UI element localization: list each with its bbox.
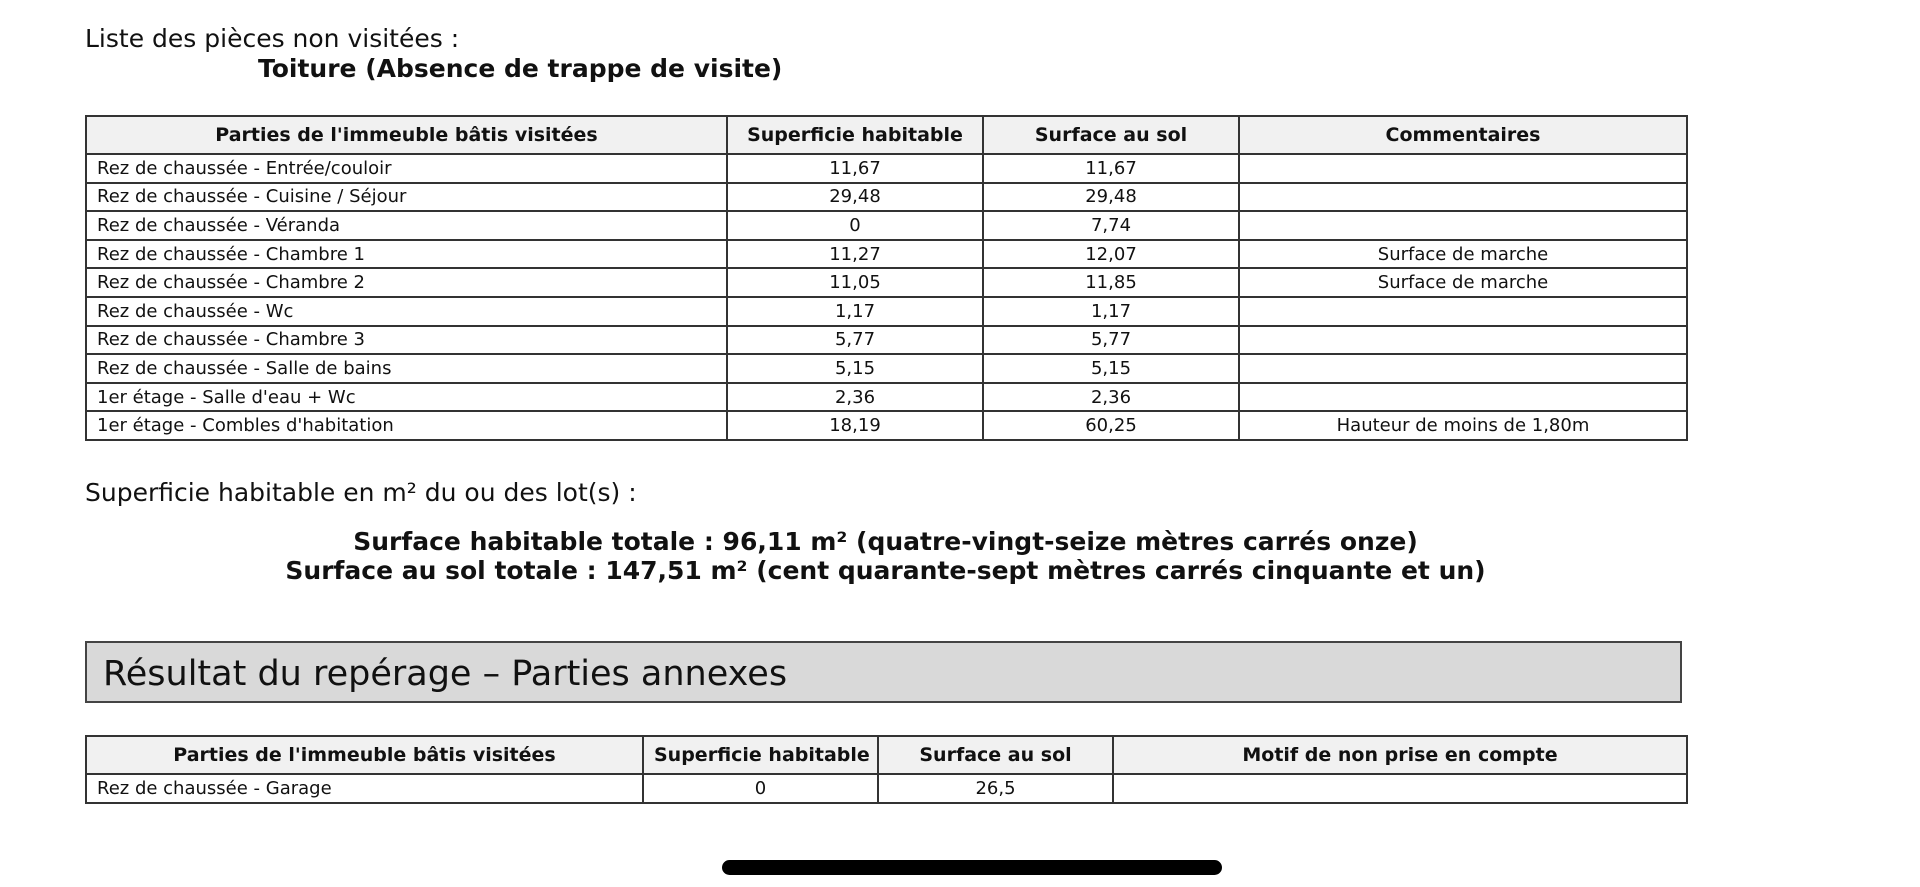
column-header-reason: Motif de non prise en compte — [1113, 736, 1687, 774]
cell-sol: 12,07 — [983, 240, 1239, 269]
column-header-sol: Surface au sol — [983, 116, 1239, 154]
cell-comment — [1239, 354, 1687, 383]
cell-sol: 2,36 — [983, 383, 1239, 412]
cell-part: Rez de chaussée - Cuisine / Séjour — [86, 183, 727, 212]
cell-part: Rez de chaussée - Chambre 3 — [86, 326, 727, 355]
cell-comment — [1239, 326, 1687, 355]
cell-part: Rez de chaussée - Garage — [86, 774, 643, 803]
cell-part: Rez de chaussée - Chambre 2 — [86, 268, 727, 297]
table-header-row — [86, 116, 1687, 154]
cell-sol: 60,25 — [983, 411, 1239, 440]
cell-habitable: 29,48 — [727, 183, 983, 212]
cell-part: 1er étage - Salle d'eau + Wc — [86, 383, 727, 412]
column-header-habitable: Superficie habitable — [643, 736, 878, 774]
annexes-table — [85, 735, 1688, 804]
cell-habitable: 2,36 — [727, 383, 983, 412]
cell-habitable: 0 — [727, 211, 983, 240]
cell-part: Rez de chaussée - Entrée/couloir — [86, 154, 727, 183]
cell-comment: Surface de marche — [1239, 268, 1687, 297]
cell-part: Rez de chaussée - Salle de bains — [86, 354, 727, 383]
column-header-comments: Commentaires — [1239, 116, 1687, 154]
table-row — [86, 297, 1687, 326]
cell-habitable: 0 — [643, 774, 878, 803]
cell-part: Rez de chaussée - Véranda — [86, 211, 727, 240]
unvisited-rooms-label: Liste des pièces non visitées : — [85, 24, 460, 53]
cell-habitable: 5,15 — [727, 354, 983, 383]
table-row — [86, 383, 1687, 412]
cell-sol: 5,15 — [983, 354, 1239, 383]
table-row — [86, 268, 1687, 297]
table-header-row — [86, 736, 1687, 774]
table-row — [86, 183, 1687, 212]
cell-part: 1er étage - Combles d'habitation — [86, 411, 727, 440]
cell-habitable: 11,27 — [727, 240, 983, 269]
cell-sol: 11,67 — [983, 154, 1239, 183]
annexes-section-title: Résultat du repérage – Parties annexes — [85, 641, 1682, 703]
cell-sol: 29,48 — [983, 183, 1239, 212]
cell-comment — [1239, 383, 1687, 412]
cell-sol: 7,74 — [983, 211, 1239, 240]
column-header-parts: Parties de l'immeuble bâtis visitées — [86, 116, 727, 154]
cell-comment — [1239, 154, 1687, 183]
cell-comment: Hauteur de moins de 1,80m — [1239, 411, 1687, 440]
cell-part: Rez de chaussée - Wc — [86, 297, 727, 326]
cell-comment — [1239, 297, 1687, 326]
table-row — [86, 154, 1687, 183]
cell-comment — [1239, 183, 1687, 212]
cell-part: Rez de chaussée - Chambre 1 — [86, 240, 727, 269]
cell-comment: Surface de marche — [1239, 240, 1687, 269]
table-row — [86, 411, 1687, 440]
cell-habitable: 5,77 — [727, 326, 983, 355]
cell-habitable: 1,17 — [727, 297, 983, 326]
cell-comment — [1239, 211, 1687, 240]
cell-habitable: 18,19 — [727, 411, 983, 440]
cell-reason — [1113, 774, 1687, 803]
cell-habitable: 11,67 — [727, 154, 983, 183]
home-indicator-bar[interactable] — [722, 860, 1222, 875]
column-header-parts: Parties de l'immeuble bâtis visitées — [86, 736, 643, 774]
cell-sol: 11,85 — [983, 268, 1239, 297]
cell-sol: 5,77 — [983, 326, 1239, 355]
total-floor-area: Surface au sol totale : 147,51 m² (cent quarante-sept mètres carrés cinquante et un) — [285, 556, 1486, 585]
total-habitable-area: Surface habitable totale : 96,11 m² (quatre-vingt-seize mètres carrés onze) — [353, 527, 1418, 556]
habitable-area-heading: Superficie habitable en m² du ou des lot(s) : — [85, 478, 637, 507]
cell-habitable: 11,05 — [727, 268, 983, 297]
table-row — [86, 326, 1687, 355]
column-header-sol: Surface au sol — [878, 736, 1113, 774]
table-row — [86, 774, 1687, 803]
visited-parts-table — [85, 115, 1688, 441]
table-row — [86, 240, 1687, 269]
column-header-habitable: Superficie habitable — [727, 116, 983, 154]
table-row — [86, 211, 1687, 240]
cell-sol: 1,17 — [983, 297, 1239, 326]
unvisited-room-item: Toiture (Absence de trappe de visite) — [258, 54, 783, 83]
table-row — [86, 354, 1687, 383]
cell-sol: 26,5 — [878, 774, 1113, 803]
